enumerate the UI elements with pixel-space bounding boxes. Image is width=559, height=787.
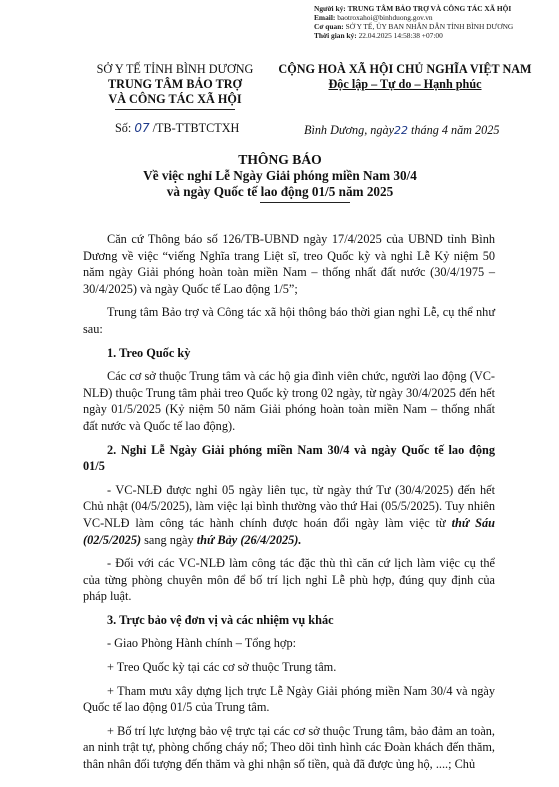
paragraph-special-staff: - Đối với các VC-NLĐ làm công tác đặc thù thì căn cứ lịch làm việc cụ thể của từng phòng chuyên môn để bố trí lịch nghỉ Lễ phù hợp, đúng quy định của pháp luật. xyxy=(83,556,495,604)
title-line1: Về việc nghỉ Lễ Ngày Giải phóng miền Nam 30/4 xyxy=(143,168,417,183)
sign-time: 22.04.2025 14:58:38 +07:00 xyxy=(358,31,443,40)
time-label: Thời gian ký: xyxy=(314,31,357,40)
document-title xyxy=(60,152,500,200)
paragraph-holiday: - VC-NLĐ được nghỉ 05 ngày liên tục, từ ngày thứ Tư (30/4/2025) đến hết Chủ nhật (04/5/2025), làm việc lại bình thường vào thứ Hai (05/5/2025). Tuy nhiên VC-NLĐ làm công tác hành chính được hoán đổi ngày làm việc từ thứ Sáu (02/5/2025) sang ngày thứ Bảy (26/4/2025). xyxy=(83,482,495,547)
digital-signature-stamp xyxy=(314,4,513,40)
document-date xyxy=(304,123,499,138)
title-kind: THÔNG BÁO xyxy=(238,152,322,167)
national-motto: Độc lập – Tự do – Hạnh phúc xyxy=(328,77,482,91)
paragraph-flag: Các cơ sở thuộc Trung tâm và các hộ gia đình viên chức, người lao động (VC-NLĐ) thuộc Trung tâm phải treo Quốc kỳ trong 02 ngày, từ ngày 30/4/2025 đến hết ngày 01/5/2025 (Kỷ niệm 50 năm Giải phóng hoàn toàn miền Nam – thống nhất đất nước và Quốc tế lao động). xyxy=(83,369,495,433)
signer-label: Người ký: xyxy=(314,4,346,13)
national-heading xyxy=(270,62,540,92)
date-prefix: Bình Dương, ngày xyxy=(304,123,394,137)
org-label: Cơ quan: xyxy=(314,22,344,31)
paragraph-flag-task: + Treo Quốc kỳ tại các cơ sở thuộc Trung tâm. xyxy=(107,660,337,675)
center-name-line2: VÀ CÔNG TÁC XÃ HỘI xyxy=(108,92,242,106)
title-line2: và ngày Quốc tế lao động 01/5 năm 2025 xyxy=(166,184,394,199)
center-name-line1: TRUNG TÂM BẢO TRỢ xyxy=(108,77,242,91)
docno-handwritten: 07 xyxy=(134,121,150,135)
nation-name: CỘNG HOÀ XÃ HỘI CHỦ NGHĨA VIỆT NAM xyxy=(278,62,532,76)
document-number xyxy=(115,121,239,136)
issuer-block xyxy=(90,62,260,110)
signer-name: TRUNG TÂM BẢO TRỢ VÀ CÔNG TÁC XÃ HỘI xyxy=(347,4,512,13)
section-heading-2: 2. Nghỉ Lễ Ngày Giải phóng miền Nam 30/4 và ngày Quốc tế lao động 01/5 xyxy=(83,442,495,474)
paragraph-schedule-task: + Tham mưu xây dựng lịch trực Lễ Ngày Giải phóng miền Nam 30/4 và ngày Quốc tế lao động 01/5 của Trung tâm. xyxy=(83,683,495,715)
signer-email: baotroxahoi@binhduong.gov.vn xyxy=(337,13,433,22)
paragraph-intro: Trung tâm Bảo trợ và Công tác xã hội thông báo thời gian nghỉ Lễ, cụ thể như sau: xyxy=(83,305,495,336)
paragraph-security-task: + Bố trí lực lượng bảo vệ trực tại các cơ sở thuộc Trung tâm, bảo đảm an toàn, an ninh trật tự, phòng chống cháy nổ; Theo dõi tình hình các Đoàn khách đến thăm, thân nhân đối tượng đến thăm và ghi nhận số tiền, quà đã được ủng hộ, ....; Chủ xyxy=(83,723,495,772)
title-underline xyxy=(260,202,350,203)
dept-name: SỞ Y TẾ TỈNH BÌNH DƯƠNG xyxy=(96,62,254,76)
section-heading-3: 3. Trực bảo vệ đơn vị và các nhiệm vụ khác xyxy=(107,612,334,627)
paragraph-assign: - Giao Phòng Hành chính – Tổng hợp: xyxy=(107,636,297,651)
paragraph-basis: Căn cứ Thông báo số 126/TB-UBND ngày 17/4/2025 của UBND tỉnh Bình Dương về việc “viếng Nghĩa trang Liệt sĩ, treo Quốc kỳ và nghỉ Lễ Kỷ niệm 50 năm ngày Giải phóng hoàn toàn miền Nam – thống nhất đất nước (30/4/1975 – 30/4/2025) và ngày Quốc tế Lao động 1/5”; xyxy=(83,232,495,296)
document-body xyxy=(83,231,495,780)
issuer-underline xyxy=(115,109,235,110)
section-heading-1: 1. Treo Quốc kỳ xyxy=(107,345,191,360)
email-label: Email: xyxy=(314,13,336,22)
docno-prefix: Số: xyxy=(115,121,132,135)
docno-suffix: /TB-TTBTCTXH xyxy=(152,121,240,135)
signer-org: SỞ Y TẾ, ỦY BAN NHÂN DÂN TỈNH BÌNH DƯƠNG xyxy=(345,22,514,31)
date-suffix: tháng 4 năm 2025 xyxy=(411,123,500,137)
date-day-handwritten: 22 xyxy=(394,124,408,137)
